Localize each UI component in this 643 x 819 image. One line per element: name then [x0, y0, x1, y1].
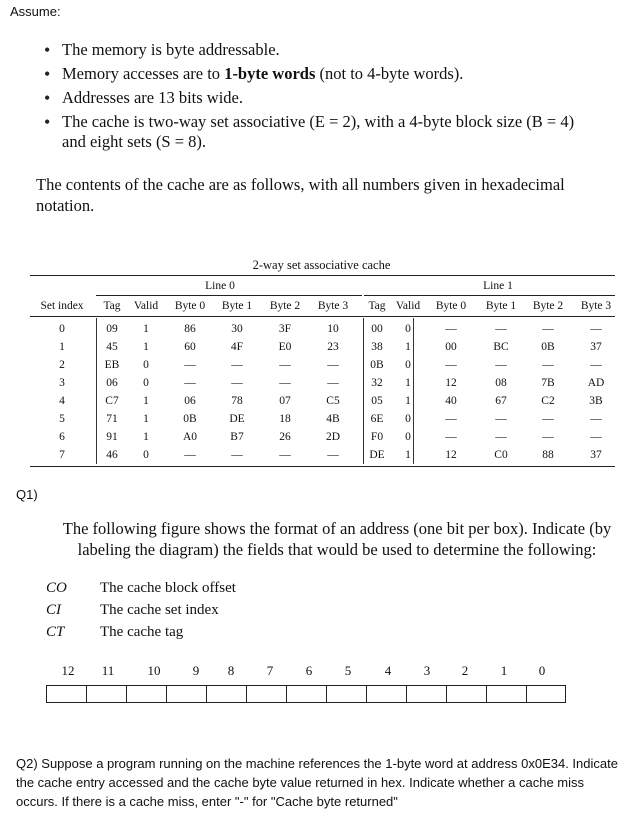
table-cell: F0 [370, 431, 384, 443]
address-bit-box[interactable] [246, 685, 286, 703]
bit-number: 3 [423, 663, 431, 678]
column-header: Byte 1 [485, 300, 517, 312]
q1-question: The following figure shows the format of an address (one bit per box). Indicate (by labeling the diagram) the fields that would be used to determine the following: [62, 519, 612, 559]
column-header: Set index [40, 300, 84, 312]
legend-desc: The cache set index [100, 602, 219, 618]
table-cell: — [445, 413, 457, 425]
column-header: Tag [368, 300, 386, 312]
bullet-text-line1: The cache is two-way set associative (E = 2), with a 4-byte block size (B = 4) [62, 112, 575, 131]
table-cell: 7B [541, 377, 555, 389]
table-cell: — [495, 413, 507, 425]
set-index-cell: 7 [59, 449, 65, 461]
set-index-cell: 6 [59, 431, 65, 443]
table-cell: 09 [106, 323, 118, 335]
column-header: Byte 2 [532, 300, 564, 312]
table-cell: 0B [541, 341, 555, 353]
column-header: Byte 3 [580, 300, 612, 312]
table-divider-mid [363, 318, 364, 464]
table-cell: — [495, 359, 507, 371]
table-cell: 3F [278, 323, 292, 335]
table-cell: 1 [405, 341, 411, 353]
table-cell: 37 [590, 341, 602, 353]
table-cell: E0 [278, 341, 292, 353]
table-cell: — [327, 377, 339, 389]
table-cell: 3B [589, 395, 603, 407]
address-bit-box[interactable] [46, 685, 86, 703]
intro-paragraph: The contents of the cache are as follows, with all numbers given in hexadecimal notation. [36, 175, 565, 215]
table-cell: BC [493, 341, 509, 353]
address-bit-box[interactable] [286, 685, 326, 703]
table-cell: 88 [542, 449, 554, 461]
address-bit-box[interactable] [126, 685, 166, 703]
table-cell: DE [229, 413, 245, 425]
table-cell: — [184, 377, 196, 389]
table-cell: A0 [182, 431, 198, 443]
table-cell: 1 [143, 431, 149, 443]
table-cell: — [445, 359, 457, 371]
bit-number: 5 [344, 663, 352, 678]
legend-abbr: CT [46, 624, 65, 640]
table-cell: 12 [445, 377, 457, 389]
table-cell: 1 [405, 395, 411, 407]
set-index-cell: 3 [59, 377, 65, 389]
table-cell: 46 [106, 449, 118, 461]
address-bit-box[interactable] [486, 685, 526, 703]
bullet-address-width [36, 88, 636, 108]
table-bottom-rule [30, 466, 615, 467]
table-cell: — [231, 359, 243, 371]
set-index-cell: 4 [59, 395, 65, 407]
column-header: Tag [103, 300, 121, 312]
set-index-cell: 0 [59, 323, 65, 335]
address-bit-boxes [46, 685, 566, 703]
bullet-text: The memory is byte addressable. [62, 40, 280, 59]
table-cell: — [279, 359, 291, 371]
table-cell: 0B [370, 359, 384, 371]
table-cell: 18 [279, 413, 291, 425]
column-header: Valid [133, 300, 159, 312]
bit-number: 7 [266, 663, 274, 678]
table-cell: 1 [405, 377, 411, 389]
table-cell: 67 [495, 395, 507, 407]
table-cell: 0B [183, 413, 197, 425]
table-cell: 06 [184, 395, 196, 407]
table-cell: — [542, 323, 554, 335]
column-header: Valid [395, 300, 421, 312]
table-cell: 0 [143, 449, 149, 461]
bit-number: 6 [305, 663, 313, 678]
table-cell: 06 [106, 377, 118, 389]
table-cell: 37 [590, 449, 602, 461]
table-cell: 1 [405, 449, 411, 461]
table-cell: — [231, 377, 243, 389]
address-bit-box[interactable] [86, 685, 126, 703]
set-index-cell: 2 [59, 359, 65, 371]
q1-label: Q1) [16, 487, 38, 502]
table-cell: 0 [405, 323, 411, 335]
table-cell: — [445, 323, 457, 335]
table-cell: 40 [445, 395, 457, 407]
table-cell: DE [369, 449, 385, 461]
table-cell: 0 [405, 431, 411, 443]
bullet-text: Addresses are 13 bits wide. [62, 88, 244, 107]
table-top-rule [30, 275, 615, 276]
bit-number: 1 [500, 663, 508, 678]
table-cell: C2 [541, 395, 555, 407]
table-cell: — [231, 449, 243, 461]
table-cell: 71 [106, 413, 118, 425]
table-cell: — [445, 431, 457, 443]
table-cell: — [279, 377, 291, 389]
table-cell: 2D [325, 431, 341, 443]
table-cell: 6E [370, 413, 384, 425]
table-cell: — [590, 323, 602, 335]
bit-number: 12 [61, 663, 75, 678]
table-cell: 30 [231, 323, 243, 335]
address-bit-box[interactable] [446, 685, 486, 703]
table-cell: 86 [184, 323, 196, 335]
address-bit-box[interactable] [326, 685, 366, 703]
line0-label: Line 0 [205, 280, 235, 292]
table-cell: — [590, 413, 602, 425]
table-cell: AD [587, 377, 605, 389]
bullet-text-bold: 1-byte words [224, 64, 316, 83]
table-cell: — [495, 323, 507, 335]
table-header-rule [30, 316, 615, 317]
table-divider-left [96, 318, 97, 464]
table-cell: 1 [143, 341, 149, 353]
table-cell: 4F [230, 341, 244, 353]
table-cell: — [542, 413, 554, 425]
table-cell: — [327, 359, 339, 371]
table-cell: 4B [326, 413, 340, 425]
table-cell: C5 [326, 395, 340, 407]
table-cell: 60 [184, 341, 196, 353]
table-cell: 26 [279, 431, 291, 443]
q2-question: Q2) Suppose a program running on the machine references the 1-byte word at address 0x0E34. Indicate the cache entry accessed and the cache byte value returned in hex. Indicate whether a cache miss occurs. If there is a cache miss, enter "-" for "Cache byte returned" [16, 756, 618, 809]
bit-number: 9 [192, 663, 200, 678]
bit-number: 4 [384, 663, 392, 678]
bullet-word-size [36, 64, 636, 84]
table-title: 2-way set associative cache [252, 258, 391, 272]
table-cell: 32 [371, 377, 383, 389]
table-cell: — [327, 449, 339, 461]
bullet-cache-organization [36, 112, 636, 152]
table-cell: 12 [445, 449, 457, 461]
table-cell: 23 [327, 341, 339, 353]
table-cell: 00 [371, 323, 383, 335]
table-cell: — [542, 359, 554, 371]
assumption-list [36, 40, 636, 152]
table-cell: 10 [327, 323, 339, 335]
bit-number: 0 [538, 663, 546, 678]
legend-abbr: CO [46, 580, 67, 596]
column-header: Byte 0 [435, 300, 467, 312]
table-cell: — [590, 359, 602, 371]
table-cell: C0 [494, 449, 508, 461]
table-cell: — [184, 449, 196, 461]
address-bit-box[interactable] [406, 685, 446, 703]
bit-number: 11 [101, 663, 115, 678]
table-cell: — [542, 431, 554, 443]
table-cell: 45 [106, 341, 118, 353]
line0-underline [96, 295, 362, 296]
line1-underline [364, 295, 615, 296]
table-cell: B7 [230, 431, 244, 443]
legend-abbr: CI [46, 602, 61, 618]
table-cell: 1 [143, 395, 149, 407]
table-cell: C7 [105, 395, 119, 407]
bullet-byte-addressable [36, 40, 636, 60]
table-cell: — [495, 431, 507, 443]
table-cell: 05 [371, 395, 383, 407]
table-cell: — [184, 359, 196, 371]
set-index-cell: 5 [59, 413, 65, 425]
table-cell: 0 [405, 359, 411, 371]
column-header: Byte 3 [317, 300, 349, 312]
table-cell: 1 [143, 323, 149, 335]
column-header: Byte 1 [221, 300, 253, 312]
legend-desc: The cache tag [100, 624, 184, 640]
table-cell: 08 [495, 377, 507, 389]
table-cell: 07 [279, 395, 291, 407]
table-cell: 78 [231, 395, 243, 407]
legend-desc: The cache block offset [100, 580, 236, 596]
table-cell: 0 [143, 377, 149, 389]
bullet-text-post: (not to 4-byte words). [315, 64, 464, 83]
column-header: Byte 0 [174, 300, 206, 312]
table-cell: — [279, 449, 291, 461]
table-cell: EB [104, 359, 120, 371]
bit-number: 10 [147, 663, 161, 678]
table-cell: 0 [405, 413, 411, 425]
bullet-text-line2: and eight sets (S = 8). [62, 132, 207, 151]
line1-label: Line 1 [483, 280, 513, 292]
column-header: Byte 2 [269, 300, 301, 312]
address-bit-box[interactable] [366, 685, 406, 703]
table-cell: 00 [445, 341, 457, 353]
bullet-text-pre: Memory accesses are to [62, 64, 225, 83]
address-bit-box[interactable] [526, 685, 566, 703]
table-divider-right [413, 318, 414, 464]
table-cell: 1 [143, 413, 149, 425]
table-cell: 91 [106, 431, 118, 443]
address-bit-box[interactable] [206, 685, 246, 703]
set-index-cell: 1 [59, 341, 65, 353]
assume-heading: Assume: [10, 4, 61, 19]
table-cell: 0 [143, 359, 149, 371]
bit-number: 2 [461, 663, 469, 678]
address-bit-box[interactable] [166, 685, 206, 703]
bit-number: 8 [227, 663, 235, 678]
table-cell: — [590, 431, 602, 443]
table-cell: 38 [371, 341, 383, 353]
